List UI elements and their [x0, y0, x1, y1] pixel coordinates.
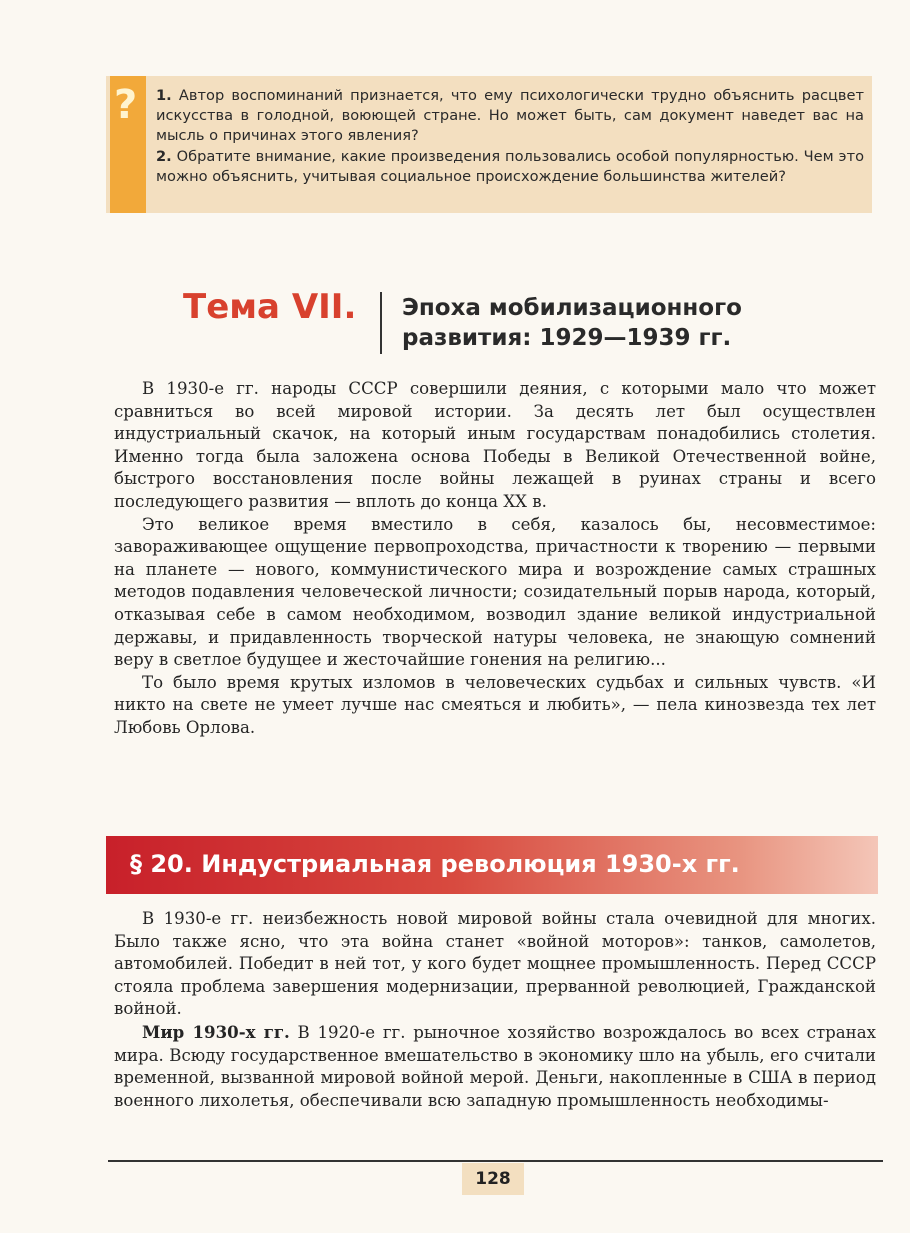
topic-label: Тема VII.: [183, 287, 357, 327]
question-1: [156, 86, 864, 147]
questions-box: [106, 76, 872, 213]
section-title: § 20. Индустриальная революция 1930-х гг.: [130, 850, 740, 878]
subheading-world-1930s: Мир 1930-х гг.: [142, 1021, 290, 1042]
section-banner: [106, 836, 878, 894]
topic-divider: [380, 292, 382, 354]
question-mark-icon: ?: [110, 76, 146, 213]
question-2-number: 2.: [156, 147, 172, 165]
question-1-number: 1.: [156, 87, 172, 104]
topic-title-line-2: развития: 1929—1939 гг.: [402, 325, 732, 351]
question-2-text: Обратите внимание, какие произведения пользовались особой популярностью. Чем это можно объяснить, учитывая социальное происхождение большинства жителей?: [156, 147, 864, 185]
footer-rule: [108, 1160, 883, 1162]
question-1-text: Автор воспоминаний признается, что ему психологически трудно объяснить расцвет искусства в голодной, воюющей стране. Но может быть, сам документ наведет вас на мысль о причинах этого явления?: [156, 87, 864, 145]
topic-intro: [114, 378, 876, 740]
topic-title: [402, 293, 742, 353]
intro-paragraph-1: В 1930-е гг. народы СССР совершили деяния, с которыми мало что может сравниться во всей мировой истории. За десять лет был осуществлен индустриальный скачок, на который иным государствам понадобились столетия. Именно тогда была заложена основа Победы в Великой Отечественной войне, быстрого восстановления после войны лежащей в руинах страны и всего последующего развития — вплоть до конца XX в.: [114, 379, 876, 511]
section-body: [114, 908, 876, 1112]
questions-text: [156, 86, 864, 187]
page-number: 128: [462, 1163, 524, 1195]
intro-paragraph-3: То было время крутых изломов в человеческих судьбах и сильных чувств. «И никто на свете не умеет лучше нас смеяться и любить», — пела кинозвезда тех лет Любовь Орлова.: [114, 672, 876, 737]
question-2: [156, 147, 864, 187]
intro-paragraph-2: Это великое время вместило в себя, казалось бы, несовместимое: завораживающее ощущение первопроходства, причастности к творению — первыми на планете — нового, коммунистического мира и возрождение самых страшных методов подавления человеческой личности; созидательный порыв народа, который, отказывая себе в самом необходимом, возводил здание великой индустриальной державы, и придавленность творческой натуры человека, не знающую сомнений веру в светлое будущее и жесточайшие гонения на религию...: [114, 514, 876, 670]
section-paragraph-1: В 1930-е гг. неизбежность новой мировой войны стала очевидной для многих. Было также ясно, что эта война станет «войной моторов»: танков, самолетов, автомобилей. Победит в ней тот, у кого будет мощнее промышленность. Перед СССР стояла проблема завершения модернизации, прерванной революцией, Гражданской войной.: [114, 909, 876, 1019]
section-paragraph-2-text: В 1920-е гг. рыночное хозяйство возрождалось во всех странах мира. Всюду государственное вмешательство в экономику шло на убыль, его считали временной, вызванной мировой войной мерой. Деньги, накопленные в США в период военного лихолетья, обеспечивали всю западную промышленность необходимы-: [114, 1022, 876, 1110]
topic-title-line-1: Эпоха мобилизационного: [402, 295, 742, 321]
section-paragraph-2: [114, 1021, 876, 1112]
